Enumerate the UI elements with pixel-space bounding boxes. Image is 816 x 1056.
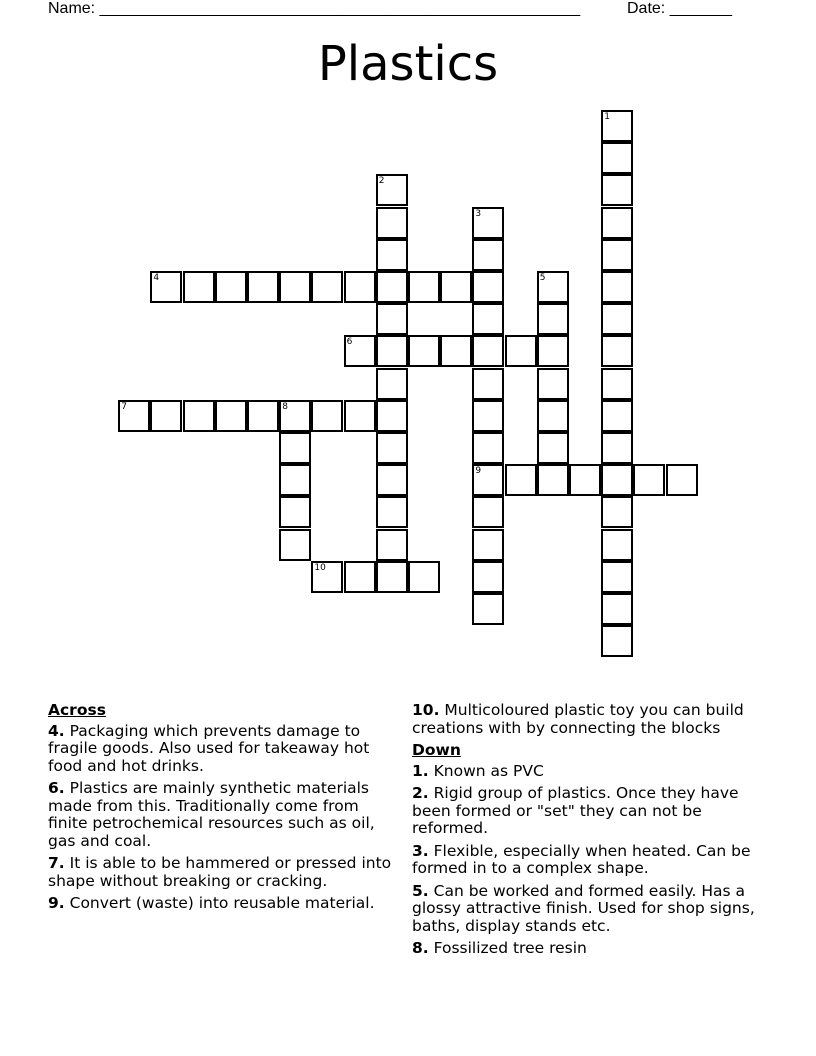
- grid-cell[interactable]: [472, 335, 504, 367]
- grid-cell[interactable]: [440, 271, 472, 303]
- grid-cell[interactable]: [408, 335, 440, 367]
- grid-cell[interactable]: [569, 464, 601, 496]
- grid-cell[interactable]: [247, 271, 279, 303]
- grid-cell[interactable]: [279, 529, 311, 561]
- clue-number-label: 4: [153, 273, 160, 283]
- clues-right-column: [412, 702, 772, 963]
- grid-cell[interactable]: [376, 335, 408, 367]
- grid-cell[interactable]: [150, 271, 182, 303]
- grid-cell[interactable]: [472, 400, 504, 432]
- clue-number-label: 9: [475, 466, 482, 477]
- clue-number: 4.: [48, 721, 65, 740]
- grid-cell[interactable]: [472, 529, 504, 561]
- clue-number-label: 1: [604, 112, 610, 122]
- across-clue: [48, 780, 393, 850]
- grid-cell[interactable]: [472, 303, 504, 335]
- grid-cell[interactable]: [472, 207, 504, 239]
- grid-cell[interactable]: [537, 432, 569, 464]
- clue-text: Convert (waste) into reusable material.: [69, 894, 375, 912]
- clue-number: 2.: [412, 784, 429, 802]
- clue-number: 1.: [412, 761, 429, 780]
- grid-cell[interactable]: [183, 271, 215, 303]
- across-clue: [412, 702, 772, 737]
- clue-number: 9.: [48, 894, 65, 912]
- grid-cell[interactable]: [376, 464, 408, 496]
- grid-cell[interactable]: [311, 561, 343, 593]
- grid-cell[interactable]: [601, 496, 633, 528]
- grid-cell[interactable]: [537, 400, 569, 432]
- clue-number: 5.: [412, 881, 429, 900]
- grid-cell[interactable]: [376, 207, 408, 239]
- grid-cell[interactable]: [279, 400, 311, 432]
- grid-cell[interactable]: [344, 271, 376, 303]
- down-clue: [412, 785, 772, 838]
- grid-cell[interactable]: [376, 303, 408, 335]
- across-clue: [48, 895, 393, 913]
- clue-number-label: 7: [121, 401, 127, 412]
- grid-cell[interactable]: [344, 400, 376, 432]
- grid-cell[interactable]: [472, 561, 504, 593]
- clue-text: Multicoloured plastic toy you can build creations with by connecting the blocks: [412, 701, 744, 737]
- clue-text: Flexible, especially when heated. Can be formed in to a complex shape.: [412, 841, 751, 877]
- grid-cell[interactable]: [601, 239, 633, 271]
- clues-left-column: [48, 702, 393, 918]
- grid-cell[interactable]: [279, 271, 311, 303]
- grid-cell[interactable]: [376, 432, 408, 464]
- across-clue: [48, 855, 393, 890]
- grid-cell[interactable]: [633, 464, 665, 496]
- grid-cell[interactable]: [537, 464, 569, 496]
- grid-cell[interactable]: [601, 529, 633, 561]
- grid-cell[interactable]: [601, 464, 633, 496]
- grid-cell[interactable]: [601, 142, 633, 174]
- grid-cell[interactable]: [601, 335, 633, 367]
- grid-cell[interactable]: [601, 432, 633, 464]
- grid-cell[interactable]: [472, 593, 504, 625]
- grid-cell[interactable]: [505, 464, 537, 496]
- grid-cell[interactable]: [666, 464, 698, 496]
- grid-cell[interactable]: [601, 400, 633, 432]
- clue-text: Known as PVC: [433, 761, 544, 780]
- grid-cell[interactable]: [537, 303, 569, 335]
- clue-number: 8.: [412, 939, 429, 957]
- grid-cell[interactable]: [279, 464, 311, 496]
- clue-number-label: 5: [539, 273, 546, 283]
- clue-number: 3.: [412, 841, 429, 860]
- grid-cell[interactable]: [408, 271, 440, 303]
- name-field[interactable]: Name: ______________________________________________________: [48, 0, 581, 17]
- clue-number-label: 8: [282, 401, 288, 412]
- grid-cell[interactable]: [472, 368, 504, 400]
- grid-cell[interactable]: [344, 561, 376, 593]
- grid-cell[interactable]: [408, 561, 440, 593]
- grid-cell[interactable]: [311, 271, 343, 303]
- grid-cell[interactable]: [601, 625, 633, 657]
- grid-cell[interactable]: [183, 400, 215, 432]
- down-clue: [412, 883, 772, 936]
- grid-cell[interactable]: [601, 174, 633, 206]
- grid-cell[interactable]: [279, 496, 311, 528]
- down-clue: [412, 843, 772, 878]
- clue-text: It is able to be hammered or pressed into shape without breaking or cracking.: [48, 854, 392, 890]
- grid-cell[interactable]: [376, 239, 408, 271]
- across-clue: [48, 723, 393, 776]
- grid-cell[interactable]: [505, 335, 537, 367]
- grid-cell[interactable]: [601, 561, 633, 593]
- clue-number-label: 10: [314, 562, 326, 573]
- grid-cell[interactable]: [601, 303, 633, 335]
- down-heading: Down: [412, 741, 461, 759]
- across-heading: Across: [48, 701, 106, 719]
- clue-number: 6.: [48, 779, 65, 797]
- grid-cell[interactable]: [601, 110, 633, 142]
- grid-cell[interactable]: [215, 271, 247, 303]
- grid-cell[interactable]: [376, 271, 408, 303]
- grid-cell[interactable]: [601, 593, 633, 625]
- grid-cell[interactable]: [376, 400, 408, 432]
- grid-cell[interactable]: [440, 335, 472, 367]
- grid-cell[interactable]: [537, 368, 569, 400]
- grid-cell[interactable]: [472, 496, 504, 528]
- grid-cell[interactable]: [601, 368, 633, 400]
- grid-cell[interactable]: [537, 271, 569, 303]
- grid-cell[interactable]: [376, 174, 408, 206]
- grid-cell[interactable]: [118, 400, 150, 432]
- clue-number-label: 3: [475, 208, 482, 219]
- grid-cell[interactable]: [472, 271, 504, 303]
- grid-cell[interactable]: [150, 400, 182, 432]
- page-title: Plastics: [317, 36, 499, 92]
- clue-text: Can be worked and formed easily. Has a glossy attractive finish. Used for shop signs, baths, display stands etc.: [412, 881, 755, 935]
- grid-cell[interactable]: [215, 400, 247, 432]
- grid-cell[interactable]: [537, 335, 569, 367]
- clue-number: 10.: [412, 701, 440, 719]
- clue-number: 7.: [48, 854, 65, 872]
- grid-cell[interactable]: [601, 271, 633, 303]
- grid-cell[interactable]: [472, 464, 504, 496]
- grid-cell[interactable]: [472, 239, 504, 271]
- clue-text: Fossilized tree resin: [433, 939, 587, 957]
- grid-cell[interactable]: [311, 400, 343, 432]
- down-clue: [412, 763, 772, 781]
- grid-cell[interactable]: [279, 432, 311, 464]
- grid-cell[interactable]: [376, 368, 408, 400]
- grid-cell[interactable]: [601, 207, 633, 239]
- grid-cell[interactable]: [472, 432, 504, 464]
- grid-cell[interactable]: [247, 400, 279, 432]
- grid-cell[interactable]: [376, 529, 408, 561]
- clue-text: Plastics are mainly synthetic materials made from this. Traditionally come from finite petrochemical resources such as oil, gas and coal.: [48, 779, 375, 850]
- clue-number-label: 2: [378, 176, 385, 187]
- grid-cell[interactable]: [344, 335, 376, 367]
- clue-number-label: 6: [346, 337, 353, 348]
- date-field[interactable]: Date: _______: [627, 0, 732, 17]
- down-clue: [412, 940, 772, 958]
- clue-text: Packaging which prevents damage to fragile goods. Also used for takeaway hot food and hot drinks.: [48, 721, 370, 775]
- clue-text: Rigid group of plastics. Once they have been formed or "set" they can not be reformed.: [412, 784, 739, 837]
- grid-cell[interactable]: [376, 561, 408, 593]
- grid-cell[interactable]: [376, 496, 408, 528]
